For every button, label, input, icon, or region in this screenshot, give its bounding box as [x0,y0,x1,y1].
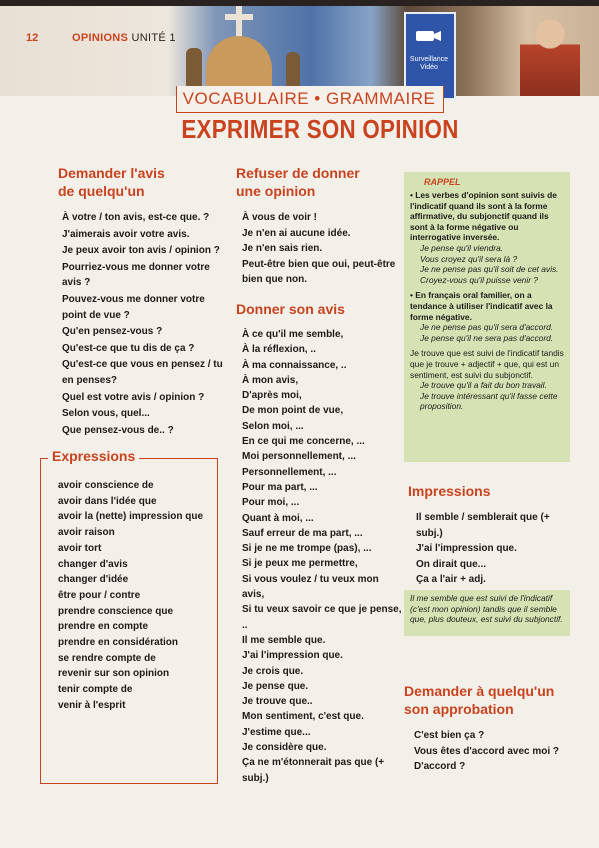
list-item: Je peux avoir ton avis / opinion ? [62,245,220,257]
list-item: On dirait que... [416,558,487,570]
list-item: De mon point de vue, [242,405,344,417]
heading-refuser-opinion: Refuser de donner une opinion [236,165,360,199]
list-item: Que pensez-vous de.. ? [62,424,174,436]
heading-impressions: Impressions [408,483,491,499]
heading-approbation: Demander à quelqu'un son approbation [404,683,555,717]
list-item: avoir la (nette) impression que [58,511,204,523]
list-item: Selon moi, ... [242,420,304,432]
list-item: À ce qu'il me semble, [242,329,344,340]
list-item: tenir compte de [58,684,133,696]
rappel-body [410,190,566,412]
list-item: Il me semble que. [242,634,326,646]
list-item: J'aimerais avoir votre avis. [62,228,190,240]
running-header [72,32,176,44]
rappel-example: Je ne pense pas qu'il soit de cet avis. [420,264,559,275]
list-item: Je crois que. [242,665,304,677]
list-item: changer d'avis [58,558,128,570]
section-label: OPINIONS [72,32,129,44]
list-item: Pourriez-vous me donner votre avis ? [62,261,210,289]
list-item: être pour / contre [58,589,141,601]
list-demander-avis [62,210,230,439]
list-item: Quel est votre avis / opinion ? [62,391,205,403]
list-item: Je pense que. [242,680,309,692]
surveillance-sign-text: Surveillance Vidéo [409,56,449,71]
list-item: Ça a l'air + adj. [416,574,486,585]
rappel-example: Vous croyez qu'il sera là ? [420,253,518,264]
list-item: À mon avis, [242,374,299,386]
rappel-note: Je trouve que est suivi de l'indicatif tandis que je trouve + adjectif + que, qui est un sentiment, est suivi du subjonctif. [410,348,564,380]
list-item: Personnellement, ... [242,466,337,478]
rappel-example: Je pense qu'il ne sera pas d'accord. [420,332,554,343]
list-item: Si je peux me permettre, [242,558,358,570]
list-item: Vous êtes d'accord avec moi ? [414,745,560,757]
list-item: Si tu veux savoir ce que je pense, .. [242,604,402,631]
unit-label: UNITÉ 1 [131,32,176,44]
church-cross-bar [225,14,253,20]
list-item: avoir raison [58,527,115,539]
list-item: avoir tort [58,542,102,554]
list-item: Si je ne me trompe (pas), ... [242,543,372,555]
list-item: se rendre compte de [58,652,156,664]
list-item: Je trouve que.. [242,696,313,708]
rappel-example: Je trouve intéressant qu'il fasse cette proposition. [420,390,558,412]
list-approbation [414,728,574,775]
list-item: Qu'est-ce que vous en pensez / tu en penses? [62,359,223,386]
list-item: avoir dans l'idée que [58,495,157,507]
list-donner-avis [242,327,402,786]
list-expressions [58,478,218,714]
list-item: Selon vous, quel... [62,408,150,420]
list-item: prendre en compte [58,621,149,633]
list-item: Pour ma part, ... [242,481,318,493]
heading-expressions: Expressions [48,448,139,464]
list-item: À la réflexion, .. [242,344,316,356]
list-item: revenir sur son opinion [58,668,170,680]
list-item: prendre conscience que [58,605,174,617]
list-item: prendre en considération [58,637,179,649]
list-item: En ce qui me concerne, ... [242,436,365,448]
list-item: D'accord ? [414,761,466,773]
list-item: J'ai l'impression que. [416,543,517,554]
camera-icon [414,28,442,46]
list-item: D'après moi, [242,390,302,402]
list-item: Qu'est-ce que tu dis de ça ? [62,342,195,354]
list-item: Pour moi, ... [242,497,300,509]
list-refuser-opinion [242,210,402,288]
list-item: Mon sentiment, c'est que. [242,711,364,723]
rappel-example: Je trouve qu'il a fait du bon travail. [420,380,547,391]
page-number: 12 [26,32,39,44]
rappel-rule: • Les verbes d'opinion sont suivis de l'indicatif quand ils sont à la forme affirmative, du subjonctif quand ils sont à la forme négative ou interrogative inversée. [410,190,557,243]
list-item: venir à l'esprit [58,699,126,711]
list-item: Je n'en sais rien. [242,243,323,255]
person-photo [520,10,580,96]
heading-donner-avis: Donner son avis [236,301,345,317]
list-item: À ma connaissance, .. [242,359,347,371]
rappel-rule: • En français oral familier, on a tendance à utiliser l'indicatif avec la forme négative. [410,290,553,322]
list-item: avoir conscience de [58,480,154,491]
list-item: Qu'en pensez-vous ? [62,326,163,338]
list-item: Peut-être bien que oui, peut-être bien que non. [242,258,396,286]
rappel-example: Je ne pense pas qu'il sera d'accord. [420,322,554,333]
list-item: Sauf erreur de ma part, ... [242,527,363,539]
list-item: Si vous voulez / tu veux mon avis, [242,573,379,601]
list-item: Je considère que. [242,742,327,754]
list-impressions [416,510,576,588]
impressions-note: Il me semble que est suivi de l'indicatif (c'est mon opinion) tandis que il semble que, plus douteux, est suivi du subjonctif. [410,593,563,625]
rappel-example: Croyez-vous qu'il puisse venir ? [420,274,538,285]
header-top-bar [0,0,599,6]
list-item: changer d'idée [58,574,129,586]
list-item: Quant à moi, ... [242,512,314,524]
church-cross-icon [236,6,242,40]
vocab-banner-text: VOCABULAIRE • GRAMMAIRE [182,89,436,108]
list-item: J'estime que... [242,726,311,738]
list-item: Je n'en ai aucune idée. [242,227,351,239]
list-item: J'ai l'impression que. [242,650,343,662]
list-item: C'est bien ça ? [414,730,485,741]
page-title: EXPRIMER SON OPINION [181,114,459,144]
rappel-heading: RAPPEL [424,177,461,187]
list-item: Ça ne m'étonnerait pas que (+ subj.) [242,757,385,784]
list-item: Il semble / semblerait que (+ subj.) [416,512,550,539]
list-item: Pouvez-vous me donner votre point de vue ? [62,293,205,321]
heading-demander-avis: Demander l'avis de quelqu'un [58,165,165,199]
list-item: À votre / ton avis, est-ce que. ? [62,212,210,223]
list-item: À vous de voir ! [242,212,318,223]
list-item: Moi personnellement, ... [242,451,356,463]
rappel-example: Je pense qu'il viendra. [420,242,504,253]
